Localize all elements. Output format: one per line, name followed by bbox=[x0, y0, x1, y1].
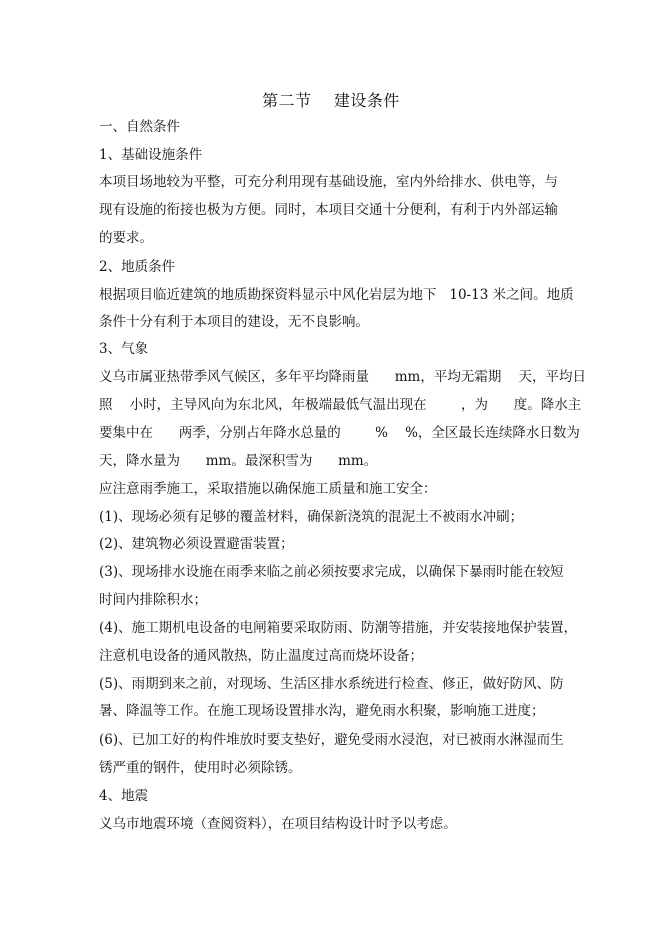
paragraph-line: 照 小时，主导风向为东北风，年极端最低气温出现在 ，为 度。降水主 bbox=[99, 397, 582, 413]
list-item: (4)、施工期机电设备的电闸箱要采取防雨、防潮等措施，并安装接地保护装置， bbox=[99, 620, 578, 636]
paragraph-line: 天，降水量为 mm。最深积雪为 mm。 bbox=[99, 453, 378, 469]
paragraph-line: 的要求。 bbox=[99, 230, 153, 246]
paragraph-line: 本项目场地较为平整，可充分利用现有基础设施，室内外给排水、供电等，与 bbox=[99, 174, 558, 190]
list-item-continuation: 暑、降温等工作。在施工现场设置排水沟，避免雨水积聚，影响施工进度； bbox=[99, 703, 545, 719]
subheading-climate: 3、气象 bbox=[99, 341, 149, 357]
paragraph-line: 应注意雨季施工，采取措施以确保施工质量和施工安全： bbox=[99, 481, 437, 497]
list-item: (5)、雨期到来之前，对现场、生活区排水系统进行检查、修正，做好防风、防 bbox=[99, 676, 564, 692]
paragraph-line: 要集中在 两季，分别占年降水总量的 % %，全区最长连续降水日数为 bbox=[99, 425, 580, 441]
paragraph-line: 根据项目临近建筑的地质勘探资料显示中风化岩层为地下 10-13 米之间。地质 bbox=[99, 287, 574, 303]
heading-natural-conditions: 一、自然条件 bbox=[99, 119, 180, 135]
paragraph-line: 现有设施的衔接也极为方便。同时，本项目交通十分便利，有利于内外部运输 bbox=[99, 202, 558, 218]
list-item: (1)、现场必须有足够的覆盖材料，确保新浇筑的混泥土不被雨水冲刷； bbox=[99, 509, 524, 525]
subheading-geology: 2、地质条件 bbox=[99, 259, 176, 275]
list-item-continuation: 锈严重的钢件，使用时必须除锈。 bbox=[99, 760, 302, 776]
list-item-continuation: 时间内排除积水； bbox=[99, 592, 207, 608]
list-item: (6)、已加工好的构件堆放时要支垫好，避免受雨水浸泡，对已被雨水淋湿而生 bbox=[99, 732, 564, 748]
list-item: (2)、建筑物必须设置避雷装置； bbox=[99, 536, 294, 552]
subheading-earthquake: 4、地震 bbox=[99, 788, 149, 804]
section-title: 第二节 建设条件 bbox=[262, 91, 400, 110]
paragraph-line: 条件十分有利于本项目的建设，无不良影响。 bbox=[99, 314, 369, 330]
list-item-continuation: 注意机电设备的通风散热，防止温度过高而烧坏设备； bbox=[99, 648, 423, 664]
list-item: (3)、现场排水设施在雨季来临之前必须按要求完成，以确保下暴雨时能在较短 bbox=[99, 564, 564, 580]
paragraph-line: 义乌市属亚热带季风气候区，多年平均降雨量 mm，平均无霜期 天，平均日 bbox=[99, 369, 587, 385]
paragraph-line: 义乌市地震环境（查阅资料），在项目结构设计时予以考虑。 bbox=[99, 816, 457, 832]
subheading-infrastructure: 1、基础设施条件 bbox=[99, 147, 203, 163]
